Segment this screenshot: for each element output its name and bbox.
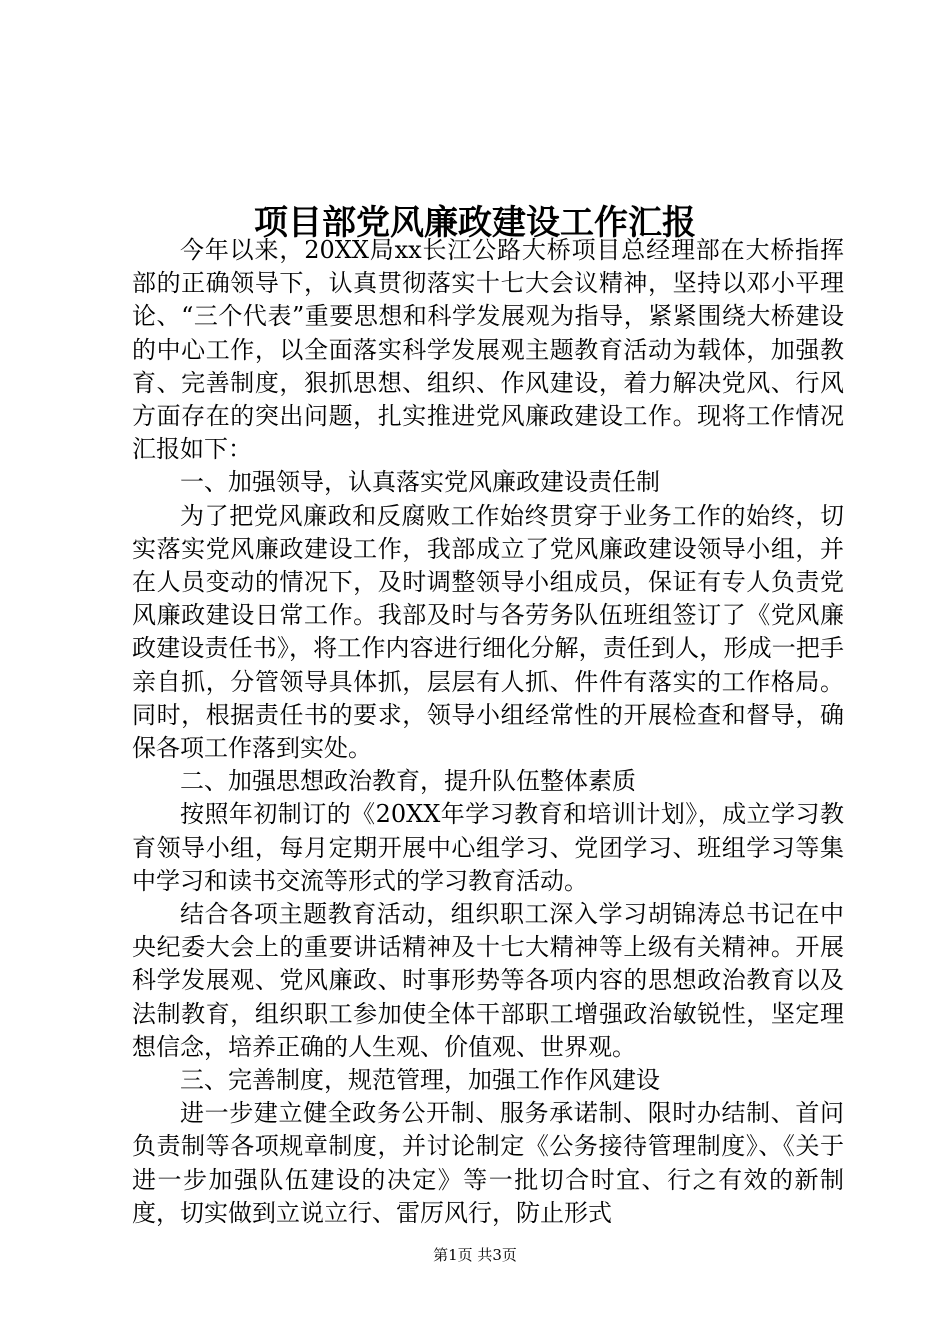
paragraph-section-2a: 按照年初制订的《20XX年学习教育和培训计划》，成立学习教育领导小组，每月定期开展中心组学习、党团学习、班组学习等集中学习和读书交流等形式的学习教育活动。	[132, 800, 844, 895]
section-heading-1: 一、加强领导，认真落实党风廉政建设责任制	[180, 468, 660, 497]
section-heading-2: 二、加强思想政治教育，提升队伍整体素质	[180, 767, 636, 796]
paragraph-section-2b: 结合各项主题教育活动，组织职工深入学习胡锦涛总书记在中央纪委大会上的重要讲话精神及十七大精神等上级有关精神。开展科学发展观、党风廉政、时事形势等各项内容的思想政治教育以及法制教育，组织职工参加使全体干部职工增强政治敏锐性，坚定理想信念，培养正确的人生观、价值观、世界观。	[132, 900, 844, 1061]
section-heading-3: 三、完善制度，规范管理，加强工作作风建设	[180, 1066, 660, 1095]
document-title: 项目部党风廉政建设工作汇报	[254, 202, 696, 243]
document-body	[132, 234, 844, 1230]
paragraph-section-1: 为了把党风廉政和反腐败工作始终贯穿于业务工作的始终，切实落实党风廉政建设工作，我部成立了党风廉政建设领导小组，并在人员变动的情况下，及时调整领导小组成员，保证有专人负责党风廉政建设日常工作。我部及时与各劳务队伍班组签订了《党风廉政建设责任书》，将工作内容进行细化分解，责任到人，形成一把手亲自抓，分管领导具体抓，层层有人抓、件件有落实的工作格局。同时，根据责任书的要求，领导小组经常性的开展检查和督导，确保各项工作落到实处。	[132, 501, 844, 763]
paragraph-section-3: 进一步建立健全政务公开制、服务承诺制、限时办结制、首问负责制等各项规章制度，并讨论制定《公务接待管理制度》、《关于进一步加强队伍建设的决定》等一批切合时宜、行之有效的新制度，切实做到立说立行、雷厉风行，防止形式	[132, 1099, 844, 1227]
paragraph-intro: 今年以来，20XX局xx长江公路大桥项目总经理部在大桥指挥部的正确领导下，认真贯彻落实十七大会议精神，坚持以邓小平理论、“三个代表”重要思想和科学发展观为指导，紧紧围绕大桥建设的中心工作，以全面落实科学发展观主题教育活动为载体，加强教育、完善制度，狠抓思想、组织、作风建设，着力解决党风、行风方面存在的突出问题，扎实推进党风廉政建设工作。现将工作情况汇报如下：	[132, 236, 844, 464]
page-footer: 第1页 共3页	[433, 1246, 517, 1264]
